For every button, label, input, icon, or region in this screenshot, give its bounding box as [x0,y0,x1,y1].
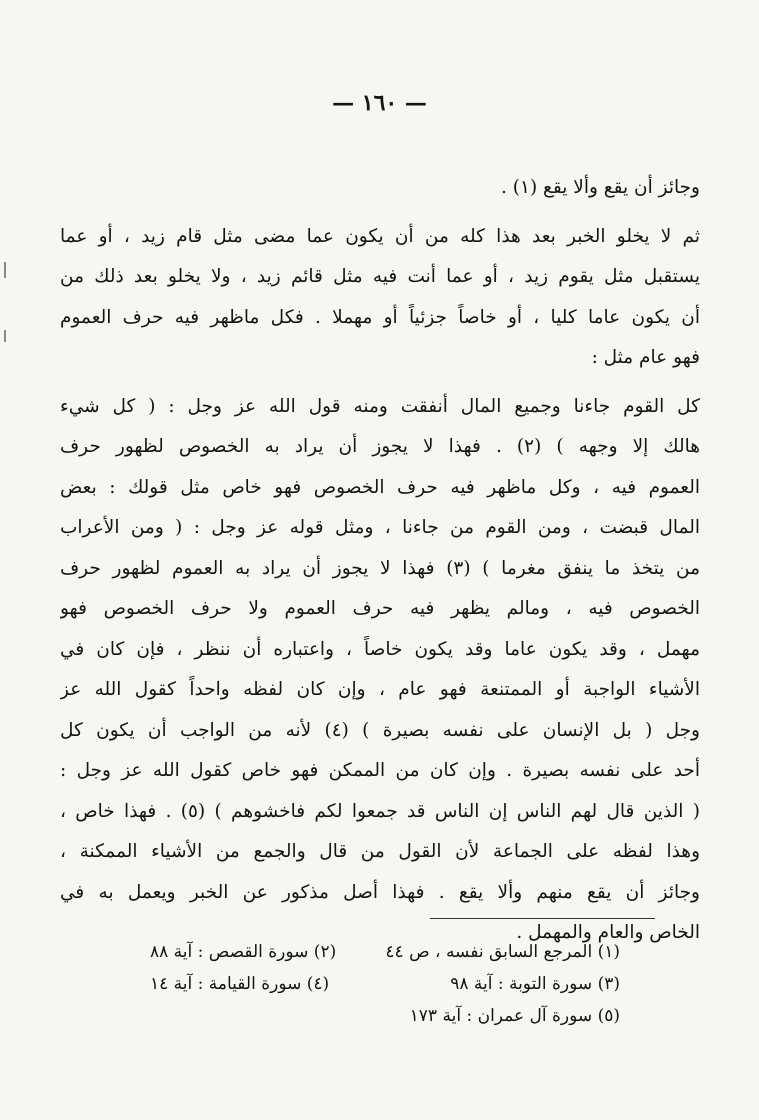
text-line: الخاص والعام والمهمل . [516,922,700,943]
scan-edge-mark [4,330,6,342]
footnote-row [150,936,620,968]
footnote-row [150,968,620,1000]
text-line: وجائز أن يقع وألا يقع (١) . [501,177,700,198]
text-line: هالك إلا وجهه ) (٢) . فهذا لا يجوز أن يراد به الخصوص لظهور حرف [60,436,700,457]
text-line: أن يكون عاما كليا ، أو خاصاً جزئياً أو مهملا . فكل ماظهر فيه حرف العموم [60,306,700,328]
text-line: فهو عام مثل : [591,347,700,368]
body-text [60,168,700,962]
footnote-row [150,1000,620,1032]
text-line: الخصوص فيه ، ومالم يظهر فيه حرف العموم ولا حرف الخصوص فهو [60,598,700,619]
paragraph-3 [60,387,700,954]
page-number: — ١٦٠ — [332,90,427,116]
text-line: من يتخذ ما ينفق مغرما ) (٣) فهذا لا يجوز أن يراد به العموم لظهور حرف [60,557,700,579]
text-line: وجل ( بل الإنسان على نفسه بصيرة ) (٤) لأنه من الواجب أن يكون كل [60,719,700,741]
scan-edge-mark [4,262,6,278]
text-line: المال قبضت ، ومن القوم من جاءنا ، ومثل قوله عز وجل : ( ومن الأعراب [60,517,700,538]
footnotes [150,936,620,1032]
text-line: وهذا لفظه على الجماعة لأن القول من قال والجمع من الأشياء الممكنة ، [60,841,700,862]
footnote: (٤) سورة القيامة : آية ١٤ [150,974,330,994]
text-line: العموم فيه ، وكل ماظهر فيه حرف الخصوص فهو خاص مثل قولك : بعض [60,476,700,498]
text-line: مهمل ، وقد يكون عاما وقد يكون خاصاً ، واعتباره أن ننظر ، فإن كان في [60,638,700,660]
footnote: (٥) سورة آل عمران : آية ١٧٣ [409,1006,620,1026]
text-line: يستقبل مثل يقوم زيد ، أو عما أنت فيه مثل قائم زيد ، ولا يخلو بعد ذلك من [60,266,700,287]
text-line: ( الذين قال لهم الناس إن الناس قد جمعوا لكم فاخشوهم ) (٥) . فهذا خاص ، [60,800,700,822]
text-line: الأشياء الواجبة أو الممتنعة فهو عام ، وإن كان لفظه واحداً كقول الله عز [60,679,700,700]
text-line: ثم لا يخلو الخبر بعد هذا كله من أن يكون عما مضى مثل قام زيد ، أو عما [60,225,700,247]
paragraph-1 [60,168,700,209]
footnote: (٣) سورة التوبة : آية ٩٨ [450,974,620,994]
footnote-separator [430,918,655,919]
text-line: كل القوم جاءنا وجميع المال أنفقت ومنه قول الله عز وجل : ( كل شيء [60,395,700,417]
footnote: (١) المرجع السابق نفسه ، ص ٤٤ [385,942,620,962]
paragraph-2 [60,217,700,379]
text-line: وجائز أن يقع منهم وألا يقع . فهذا أصل مذكور عن الخبر ويعمل به في [60,881,700,903]
footnote: (٢) سورة القصص : آية ٨٨ [150,942,337,962]
text-line: أحد على نفسه بصيرة . وإن كان من الممكن فهو خاص كقول الله عز وجل : [60,760,700,781]
